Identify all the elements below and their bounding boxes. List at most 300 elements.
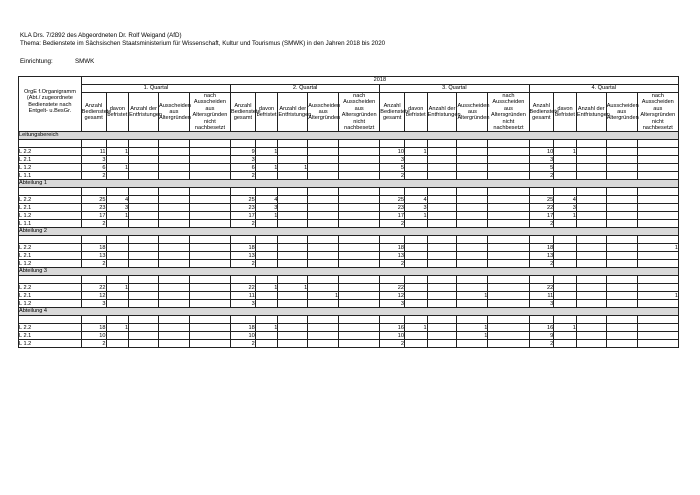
data-cell [308, 204, 339, 212]
column-subheader: davon befristet [255, 93, 278, 132]
column-subheader: Ausscheiden aus Altergründen [457, 93, 488, 132]
data-cell: 1 [278, 284, 308, 292]
empty-cell [339, 276, 380, 284]
data-cell: 13 [81, 252, 106, 260]
data-cell [255, 172, 278, 180]
data-cell: 3 [529, 156, 554, 164]
data-cell: 10 [380, 332, 405, 340]
empty-cell [427, 188, 457, 196]
data-cell [576, 340, 606, 348]
data-cell [278, 292, 308, 300]
data-cell [576, 196, 606, 204]
data-cell [339, 148, 380, 156]
quarter-header: 2. Quartal [231, 85, 380, 93]
data-cell: 11 [231, 292, 256, 300]
data-cell [457, 300, 488, 308]
data-cell: 13 [231, 252, 256, 260]
data-cell: 1 [255, 324, 278, 332]
table-row [19, 324, 679, 332]
data-cell [576, 204, 606, 212]
year-header: 2018 [81, 77, 678, 85]
data-cell [189, 284, 230, 292]
data-cell: 2 [81, 260, 106, 268]
data-cell [106, 244, 129, 252]
data-cell [308, 300, 339, 308]
data-cell: 17 [231, 212, 256, 220]
data-cell [129, 292, 159, 300]
data-cell: 1 [255, 284, 278, 292]
data-cell [554, 300, 577, 308]
table-row [19, 260, 679, 268]
data-cell: 2 [231, 260, 256, 268]
data-cell [129, 156, 159, 164]
data-cell [255, 340, 278, 348]
data-cell: 1 [106, 212, 129, 220]
data-cell [427, 340, 457, 348]
data-cell [129, 172, 159, 180]
quarter-header: 3. Quartal [380, 85, 529, 93]
table-row [19, 292, 679, 300]
data-cell: 2 [380, 340, 405, 348]
data-cell [278, 156, 308, 164]
data-cell [576, 284, 606, 292]
data-cell [554, 164, 577, 172]
data-cell: 1 [278, 164, 308, 172]
data-cell: 2 [529, 220, 554, 228]
data-cell [404, 220, 427, 228]
data-cell [308, 252, 339, 260]
empty-cell [81, 140, 106, 148]
data-cell: 18 [529, 244, 554, 252]
empty-cell [404, 140, 427, 148]
data-cell [189, 204, 230, 212]
data-cell: 1 [404, 324, 427, 332]
empty-cell [255, 140, 278, 148]
data-cell: 1 [255, 212, 278, 220]
data-cell: 2 [380, 172, 405, 180]
data-cell [158, 340, 189, 348]
empty-cell [308, 276, 339, 284]
data-cell [576, 260, 606, 268]
data-cell [576, 148, 606, 156]
empty-cell [106, 140, 129, 148]
data-cell [637, 204, 678, 212]
pay-grade-label: L 1.2 [19, 212, 82, 220]
empty-cell [231, 276, 256, 284]
empty-cell [606, 188, 637, 196]
empty-cell [529, 188, 554, 196]
data-cell [278, 260, 308, 268]
table-row [19, 148, 679, 156]
column-subheader: davon befristet [404, 93, 427, 132]
table-row [19, 332, 679, 340]
empty-cell [554, 236, 577, 244]
empty-cell [637, 140, 678, 148]
data-cell [637, 172, 678, 180]
pay-grade-label: L 2.2 [19, 284, 82, 292]
empty-cell [457, 188, 488, 196]
column-subheader: Anzahl Bedienstete gesamt [380, 93, 405, 132]
data-cell: 1 [255, 164, 278, 172]
data-cell [308, 244, 339, 252]
data-cell [554, 244, 577, 252]
data-cell: 2 [81, 172, 106, 180]
data-cell [255, 332, 278, 340]
empty-cell [81, 276, 106, 284]
empty-cell [404, 276, 427, 284]
empty-cell [308, 140, 339, 148]
data-cell [255, 292, 278, 300]
data-cell [189, 220, 230, 228]
data-cell [189, 196, 230, 204]
table-row [19, 164, 679, 172]
data-cell [189, 212, 230, 220]
data-cell [158, 196, 189, 204]
data-cell [106, 252, 129, 260]
empty-cell [19, 316, 82, 324]
empty-cell [339, 236, 380, 244]
data-cell [457, 172, 488, 180]
data-cell: 25 [231, 196, 256, 204]
data-cell: 18 [380, 244, 405, 252]
data-cell [129, 260, 159, 268]
data-cell [308, 340, 339, 348]
data-cell: 25 [380, 196, 405, 204]
data-cell [606, 292, 637, 300]
data-cell [158, 244, 189, 252]
column-subheader: davon befristet [106, 93, 129, 132]
data-cell [488, 196, 529, 204]
empty-cell [488, 188, 529, 196]
staff-table [18, 76, 679, 348]
data-cell [339, 260, 380, 268]
empty-cell [158, 188, 189, 196]
data-cell: 1 [404, 148, 427, 156]
data-cell [158, 332, 189, 340]
data-cell [404, 300, 427, 308]
data-cell [606, 212, 637, 220]
data-cell [158, 292, 189, 300]
empty-cell [189, 316, 230, 324]
data-cell [129, 284, 159, 292]
empty-cell [488, 316, 529, 324]
empty-cell [606, 236, 637, 244]
data-cell [278, 332, 308, 340]
data-cell [457, 252, 488, 260]
data-cell [158, 220, 189, 228]
table-row [19, 156, 679, 164]
data-cell: 2 [231, 220, 256, 228]
data-cell [308, 260, 339, 268]
data-cell [106, 332, 129, 340]
empty-cell [158, 236, 189, 244]
empty-cell [554, 188, 577, 196]
data-cell [427, 292, 457, 300]
data-cell: 23 [81, 204, 106, 212]
data-cell [189, 340, 230, 348]
data-cell [427, 332, 457, 340]
quarter-header: 1. Quartal [81, 85, 230, 93]
data-cell: 5 [529, 164, 554, 172]
data-cell: 23 [380, 204, 405, 212]
empty-cell [278, 140, 308, 148]
data-cell [637, 196, 678, 204]
empty-cell [339, 316, 380, 324]
empty-cell [278, 316, 308, 324]
column-subheader: Ausscheiden aus Altergründen [606, 93, 637, 132]
data-cell [457, 284, 488, 292]
empty-cell [554, 276, 577, 284]
empty-cell [278, 188, 308, 196]
data-cell: 25 [529, 196, 554, 204]
empty-cell [231, 316, 256, 324]
empty-cell [129, 236, 159, 244]
empty-cell [427, 140, 457, 148]
data-cell: 9 [529, 332, 554, 340]
data-cell [488, 260, 529, 268]
data-cell [606, 204, 637, 212]
data-cell [129, 244, 159, 252]
data-cell [106, 300, 129, 308]
data-cell [308, 220, 339, 228]
empty-cell [529, 140, 554, 148]
data-cell [576, 156, 606, 164]
empty-cell [81, 236, 106, 244]
data-cell [637, 324, 678, 332]
table-row [19, 252, 679, 260]
data-cell: 3 [380, 300, 405, 308]
table-row [19, 244, 679, 252]
data-cell: 2 [529, 260, 554, 268]
column-subheader: Ausscheiden aus Altergründen [158, 93, 189, 132]
table-row [19, 284, 679, 292]
data-cell: 16 [380, 324, 405, 332]
data-cell [339, 220, 380, 228]
empty-cell [81, 188, 106, 196]
empty-cell [529, 316, 554, 324]
pay-grade-label: L 1.2 [19, 260, 82, 268]
data-cell: 4 [106, 196, 129, 204]
empty-cell [106, 188, 129, 196]
data-cell [278, 172, 308, 180]
data-cell [106, 292, 129, 300]
empty-cell [189, 236, 230, 244]
empty-cell [129, 188, 159, 196]
section-row [19, 268, 679, 276]
empty-cell [158, 316, 189, 324]
data-cell [457, 164, 488, 172]
data-cell [278, 340, 308, 348]
empty-cell [106, 236, 129, 244]
pay-grade-label: L 2.1 [19, 292, 82, 300]
data-cell [129, 332, 159, 340]
data-cell: 1 [457, 332, 488, 340]
data-cell [637, 156, 678, 164]
data-cell: 3 [404, 204, 427, 212]
data-cell [129, 300, 159, 308]
data-cell [189, 164, 230, 172]
data-cell [255, 244, 278, 252]
data-cell: 10 [529, 148, 554, 156]
data-cell [637, 220, 678, 228]
data-cell [308, 156, 339, 164]
column-subheader: Anzahl der Entfristungen [427, 93, 457, 132]
data-cell [488, 300, 529, 308]
empty-cell [189, 276, 230, 284]
pay-grade-label: L 2.1 [19, 252, 82, 260]
data-cell [339, 164, 380, 172]
data-cell [339, 284, 380, 292]
data-cell [339, 172, 380, 180]
data-cell [189, 148, 230, 156]
data-cell [488, 156, 529, 164]
empty-cell [106, 276, 129, 284]
empty-cell [606, 140, 637, 148]
empty-cell [404, 316, 427, 324]
data-cell [457, 196, 488, 204]
data-cell [606, 148, 637, 156]
data-cell [576, 300, 606, 308]
data-cell [637, 252, 678, 260]
data-cell [404, 164, 427, 172]
column-subheader: davon befristet [554, 93, 577, 132]
data-cell [554, 156, 577, 164]
data-cell: 1 [106, 148, 129, 156]
empty-cell [380, 276, 405, 284]
empty-cell [554, 316, 577, 324]
empty-cell [427, 316, 457, 324]
data-cell [457, 220, 488, 228]
data-cell: 18 [231, 324, 256, 332]
data-cell [457, 260, 488, 268]
data-cell: 13 [380, 252, 405, 260]
data-cell [158, 252, 189, 260]
data-cell [404, 260, 427, 268]
data-cell [158, 260, 189, 268]
data-cell: 1 [554, 324, 577, 332]
empty-cell [488, 236, 529, 244]
einrichtung-label: Einrichtung: [20, 58, 53, 65]
data-cell [158, 284, 189, 292]
einrichtung-value: SMWK [75, 58, 95, 65]
data-cell [554, 172, 577, 180]
data-cell [488, 332, 529, 340]
data-cell: 2 [529, 172, 554, 180]
empty-cell [606, 276, 637, 284]
data-cell [427, 220, 457, 228]
section-label: Abteilung 1 [19, 180, 679, 188]
data-cell [554, 284, 577, 292]
data-cell [189, 292, 230, 300]
data-cell [106, 220, 129, 228]
data-cell [457, 212, 488, 220]
data-cell [606, 284, 637, 292]
empty-cell [427, 276, 457, 284]
data-cell: 4 [255, 196, 278, 204]
data-cell: 3 [231, 156, 256, 164]
data-cell [158, 156, 189, 164]
data-cell [158, 148, 189, 156]
table-row [19, 204, 679, 212]
data-cell: 3 [231, 300, 256, 308]
data-cell [189, 156, 230, 164]
data-cell [255, 220, 278, 228]
org-header: OrgE f.Organigramm (Abt./ zugeordnete Bedienstete nach Entgelt- u.BesGr. [19, 77, 82, 132]
data-cell: 1 [457, 292, 488, 300]
pay-grade-label: L 2.2 [19, 196, 82, 204]
data-cell [637, 148, 678, 156]
data-cell [308, 284, 339, 292]
empty-cell [576, 188, 606, 196]
data-cell [308, 324, 339, 332]
column-subheader: nach Ausscheiden aus Altersgründen nicht nachbesetzt [339, 93, 380, 132]
data-cell [427, 204, 457, 212]
data-cell [488, 244, 529, 252]
data-cell: 11 [81, 148, 106, 156]
data-cell [404, 292, 427, 300]
data-cell [278, 148, 308, 156]
data-cell [576, 332, 606, 340]
data-cell [606, 244, 637, 252]
table-row [19, 212, 679, 220]
empty-cell [231, 236, 256, 244]
data-cell: 3 [81, 156, 106, 164]
empty-cell [278, 276, 308, 284]
empty-cell [129, 140, 159, 148]
empty-cell [158, 276, 189, 284]
data-cell [404, 340, 427, 348]
data-cell [278, 324, 308, 332]
data-cell [308, 212, 339, 220]
column-subheader: Anzahl Bedienstete gesamt [81, 93, 106, 132]
data-cell [488, 284, 529, 292]
empty-cell [380, 140, 405, 148]
data-cell [189, 244, 230, 252]
empty-cell [19, 236, 82, 244]
data-cell: 3 [380, 156, 405, 164]
empty-cell [129, 316, 159, 324]
data-cell: 2 [529, 340, 554, 348]
data-cell: 22 [529, 284, 554, 292]
empty-cell [576, 316, 606, 324]
pay-grade-label: L 1.1 [19, 172, 82, 180]
data-cell [278, 196, 308, 204]
data-cell: 4 [554, 196, 577, 204]
data-cell [158, 172, 189, 180]
data-cell [339, 300, 380, 308]
data-cell [606, 172, 637, 180]
data-cell: 3 [255, 204, 278, 212]
empty-cell [189, 188, 230, 196]
data-cell: 16 [529, 324, 554, 332]
empty-cell [380, 236, 405, 244]
data-cell: 10 [81, 332, 106, 340]
empty-cell [339, 188, 380, 196]
data-cell [488, 212, 529, 220]
data-cell [339, 204, 380, 212]
data-cell [576, 324, 606, 332]
data-cell: 1 [457, 324, 488, 332]
data-cell: 1 [106, 164, 129, 172]
empty-cell [81, 316, 106, 324]
pay-grade-label: L 1.2 [19, 300, 82, 308]
data-cell [637, 332, 678, 340]
empty-cell [158, 140, 189, 148]
data-cell: 22 [529, 204, 554, 212]
data-cell [427, 284, 457, 292]
data-cell: 12 [81, 292, 106, 300]
data-cell [158, 212, 189, 220]
